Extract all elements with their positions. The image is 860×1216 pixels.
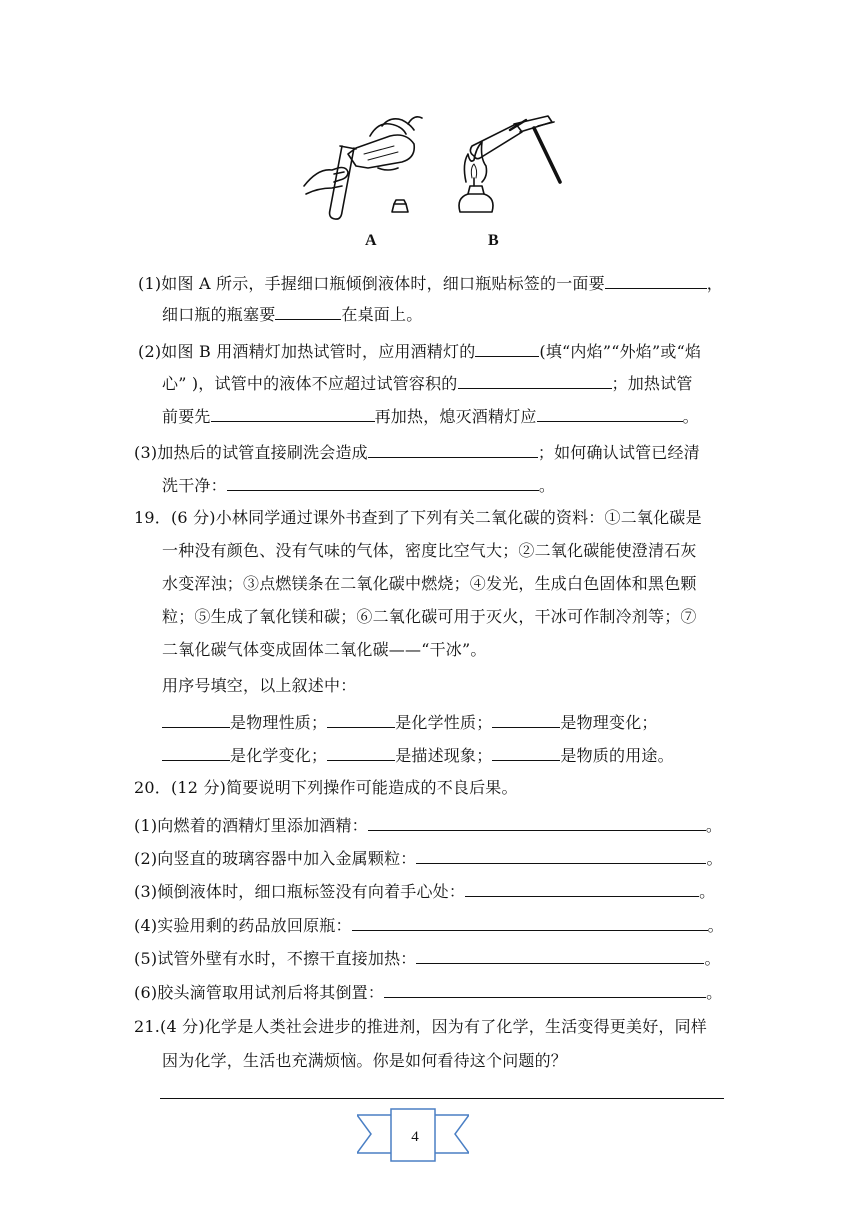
q19-fill-row2: 是化学变化； 是描述现象； 是物质的用途。 bbox=[162, 744, 674, 766]
figure-label-b: B bbox=[488, 232, 499, 249]
q18-part2-line1: (2)如图 B 用酒精灯加热试管时，应用酒精灯的 (填“内焰”“外焰”或“焰 bbox=[138, 342, 702, 361]
q20-item-5: (5)试管外壁有水时，不擦干直接加热： 。 bbox=[134, 949, 721, 968]
figure-label-a: A bbox=[365, 232, 377, 249]
q19-fill-row1: 是物理性质； 是化学性质； 是物理变化； bbox=[162, 711, 658, 733]
q18-part1-line2: 细口瓶的瓶塞要 在桌面上。 bbox=[162, 305, 423, 324]
q20-item-4: (4)实验用剩的药品放回原瓶： 。 bbox=[134, 916, 724, 935]
q18-part3-line1: (3)加热后的试管直接刷洗会造成 ；如何确认试管已经清 bbox=[134, 443, 700, 462]
figure-a-pouring-liquid bbox=[304, 117, 422, 219]
q20-title: 20．(12 分)简要说明下列操作可能造成的不良后果。 bbox=[134, 778, 518, 797]
figure-b-heating-test-tube bbox=[459, 116, 560, 212]
q18-part2-line2: 心” )，试管中的液体不应超过试管容积的 ；加热试管 bbox=[162, 374, 693, 393]
q20-item-1: (1)向燃着的酒精灯里添加酒精： 。 bbox=[134, 816, 723, 835]
q19-line2: 一种没有颜色、没有气味的气体，密度比空气大；②二氧化碳能使澄清石灰 bbox=[162, 541, 697, 560]
page-number: 4 bbox=[411, 1129, 419, 1145]
q20-item-2: (2)向竖直的玻璃容器中加入金属颗粒： 。 bbox=[134, 849, 723, 868]
q19-line3: 水变浑浊；③点燃镁条在二氧化碳中燃烧；④发光，生成白色固体和黑色颗 bbox=[162, 574, 697, 593]
q18-part1-line1: (1)如图 A 所示，手握细口瓶倾倒液体时，细口瓶贴标签的一面要 ， bbox=[138, 274, 723, 293]
q21-line1: 21.(4 分)化学是人类社会进步的推进剂，因为有了化学，生活变得更美好，同样 bbox=[134, 1017, 707, 1036]
q19-line6: 用序号填空，以上叙述中： bbox=[162, 676, 357, 695]
q21-line2: 因为化学，生活也充满烦恼。你是如何看待这个问题的？ bbox=[162, 1051, 568, 1070]
q18-part3-line2: 洗干净： 。 bbox=[162, 476, 556, 495]
q18-part2-line3: 前要先 再加热，熄灭酒精灯应 。 bbox=[162, 407, 699, 426]
q21-answer-line bbox=[160, 1098, 724, 1099]
q20-item-3: (3)倾倒液体时，细口瓶标签没有向着手心处： 。 bbox=[134, 882, 716, 901]
q19-line5: 二氧化碳气体变成固体二氧化碳——“干冰”。 bbox=[162, 640, 487, 659]
lab-figure bbox=[298, 108, 568, 253]
q19-line4: 粒；⑤生成了氧化镁和碳；⑥二氧化碳可用于灭火，干冰可作制冷剂等；⑦ bbox=[162, 607, 697, 626]
q20-item-6: (6)胶头滴管取用试剂后将其倒置： 。 bbox=[134, 983, 723, 1002]
q19-line1: 19．(6 分)小林同学通过课外书查到了下列有关二氧化碳的资料：①二氧化碳是 bbox=[134, 508, 702, 527]
